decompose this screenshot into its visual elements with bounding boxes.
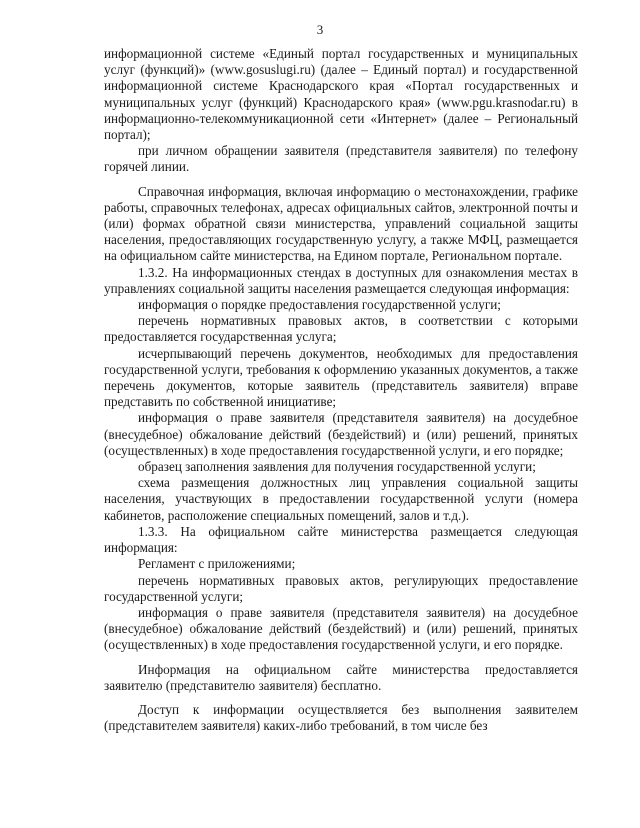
page-number: 3 [316, 22, 324, 37]
list-item-documents: исчерпывающий перечень документов, необходимых для предоставления государственной услуги, требования к оформлению указанных документов, а также перечень документов, которые заявитель (представитель заявителя) вправе представить по собственной инициативе; [104, 345, 578, 410]
list-item-staff-layout: схема размещения должностных лиц управления социальной защиты населения, участвующих в предоставлении государственной услуги (номера кабинетов, расположение специальных помещений, залов и т.д.). [104, 475, 578, 523]
list-item-appeal-rights-site: информация о праве заявителя (представителя заявителя) на досудебное (внесудебное) обжалование действий (бездействий) и (или) решений, принятых (осуществленных) в ходе предоставления государственной услуги, и его порядке. [104, 604, 578, 653]
paragraph-section-1-3-2: 1.3.2. На информационных стендах в доступных для ознакомления местах в управлениях социальной защиты населения размещается следующая информация: [104, 264, 578, 296]
paragraph-access: Доступ к информации осуществляется без выполнения заявителем (представителем заявителя) каких-либо требований, в том числе без [104, 701, 578, 734]
list-item-appeal-rights: информация о праве заявителя (представителя заявителя) на досудебное (внесудебное) обжалование действий (бездействий) и (или) решений, принятых (осуществленных) в ходе предоставления государственной услуги, и его порядке; [104, 410, 578, 458]
list-item-procedure-info: информация о порядке предоставления государственной услуги; [138, 297, 501, 313]
paragraph-portal-systems: информационной системе «Единый портал государственных и муниципальных услуг (функций)» (www.gosuslugi.ru) (далее – Единый портал) и государственной информационной системе Краснодарского края «Портал государственных и муниципальных услуг (функций) Краснодарского края» (www.pgu.krasnodar.ru) в информационно-телекоммуникационной сети «Интернет» (далее – Региональный портал); [104, 46, 578, 143]
paragraph-free-info: Информация на официальном сайте министерства предоставляется заявителю (представителю заявителя) бесплатно. [104, 661, 578, 693]
document-body [104, 46, 578, 734]
list-item-regulation: Регламент с приложениями; [138, 556, 296, 572]
paragraph-hotline: при личном обращении заявителя (представителя заявителя) по телефону горячей линии. [104, 143, 578, 175]
list-item-application-sample: образец заполнения заявления для получения государственной услуги; [138, 459, 536, 475]
list-item-regulating-acts: перечень нормативных правовых актов, регулирующих предоставление государственной услуги; [104, 572, 578, 604]
paragraph-reference-info: Справочная информация, включая информацию о местонахождении, графике работы, справочных телефонах, адресах официальных сайтов, электронной почты и (или) формах обратной связи министерства, управлений социальной защиты населения, предоставляющих государственную услугу, а также МФЦ, размещается на официальном сайте министерства, на Едином портале, Региональном портале. [104, 183, 578, 264]
paragraph-section-1-3-3: 1.3.3. На официальном сайте министерства размещается следующая информация: [104, 523, 578, 556]
list-item-legal-acts: перечень нормативных правовых актов, в соответствии с которыми предоставляется государственная услуга; [104, 313, 578, 345]
